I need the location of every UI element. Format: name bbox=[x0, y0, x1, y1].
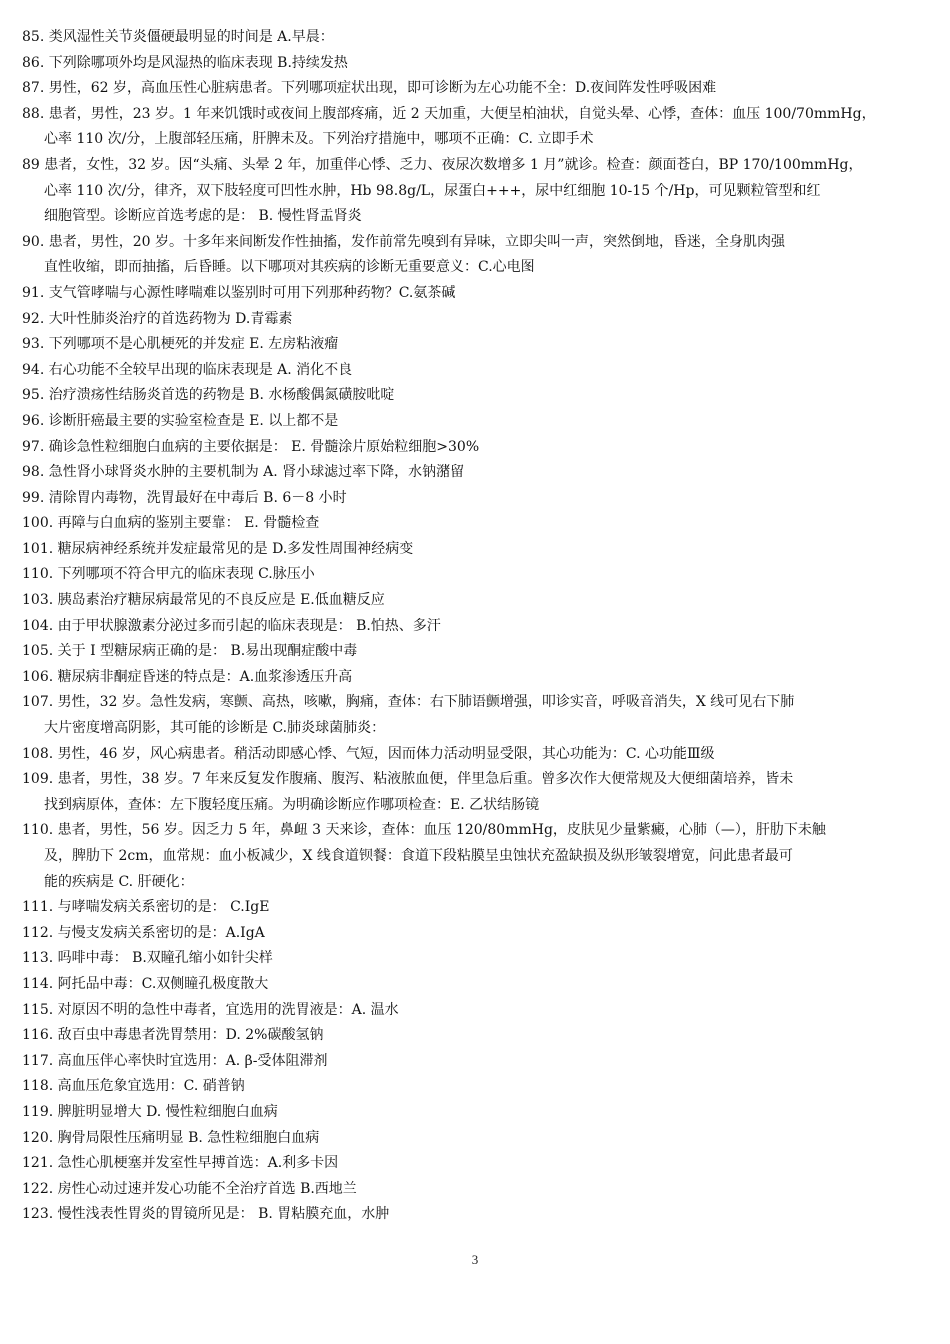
question-item bbox=[22, 460, 928, 486]
question-item bbox=[22, 76, 928, 102]
question-item bbox=[22, 665, 928, 691]
question-text-continued: 及，脾肋下 2cm，血常规：血小板减少，X 线食道钡餐：食道下段粘膜呈虫蚀状充盈缺损及纵形皱裂增宽，问此患者最可 bbox=[44, 848, 793, 864]
question-text: 113. 吗啡中毒： B.双瞳孔缩小如针尖样 bbox=[22, 950, 273, 967]
question-item bbox=[22, 742, 928, 768]
question-item bbox=[22, 1177, 928, 1203]
question-text: 106. 糖尿病非酮症昏迷的特点是：A.血浆渗透压升高 bbox=[22, 668, 353, 685]
question-text: 120. 胸骨局限性压痛明显 B. 急性粒细胞白血病 bbox=[22, 1129, 320, 1146]
question-text: 121. 急性心肌梗塞并发室性早搏首选：A.利多卡因 bbox=[22, 1155, 339, 1172]
question-list bbox=[22, 25, 928, 1228]
question-text: 91. 支气管哮喘与心源性哮喘难以鉴别时可用下列那种药物？C.氨茶碱 bbox=[22, 284, 456, 301]
question-text: 89 患者，女性，32 岁。因“头痛、头晕 2 年，加重伴心悸、乏力、夜尿次数增多 1 月”就诊。检查：颜面苍白，BP 170/100mmHg， bbox=[22, 156, 863, 173]
question-item bbox=[22, 1151, 928, 1177]
question-item bbox=[22, 690, 928, 741]
question-item bbox=[22, 1202, 928, 1228]
question-text: 86. 下列除哪项外均是风湿热的临床表现 B.持续发热 bbox=[22, 54, 348, 71]
question-text: 116. 敌百虫中毒患者洗胃禁用：D. 2%碳酸氢钠 bbox=[22, 1027, 324, 1044]
question-text: 94. 右心功能不全较早出现的临床表现是 A. 消化不良 bbox=[22, 361, 353, 378]
question-text-continued: 大片密度增高阴影，其可能的诊断是 C.肺炎球菌肺炎： bbox=[44, 720, 386, 737]
question-text: 100. 再障与白血病的鉴别主要靠： E. 骨髓检查 bbox=[22, 515, 320, 532]
question-text: 110. 下列哪项不符合甲亢的临床表现 C.脉压小 bbox=[22, 566, 315, 583]
question-text: 93. 下列哪项不是心肌梗死的并发症 E. 左房粘液瘤 bbox=[22, 336, 339, 353]
question-item bbox=[22, 1126, 928, 1152]
question-text: 85. 类风湿性关节炎僵硬最明显的时间是 A.早晨： bbox=[22, 29, 334, 45]
question-text-continued: 心率 110 次/分，上腹部轻压痛，肝脾未及。下列治疗措施中，哪项不正确：C. 立即手术 bbox=[44, 131, 594, 148]
question-item bbox=[22, 895, 928, 921]
page-number: 3 bbox=[471, 1252, 479, 1267]
question-text: 98. 急性肾小球肾炎水肿的主要机制为 A. 肾小球滤过率下降，水钠潴留 bbox=[22, 464, 465, 481]
question-text-continued: 心率 110 次/分，律齐，双下肢轻度可凹性水肿，Hb 98.8g/L，尿蛋白+++，尿中红细胞 10-15 个/Hp，可见颗粒管型和红 bbox=[44, 182, 821, 199]
question-text: 107. 男性，32 岁。急性发病，寒颤、高热，咳嗽，胸痛，查体：右下肺语颤增强，叩诊实音，呼吸音消失，X 线可见右下肺 bbox=[22, 694, 795, 711]
question-item bbox=[22, 998, 928, 1024]
question-item bbox=[22, 153, 928, 230]
question-text-continued: 找到病原体，查体：左下腹轻度压痛。为明确诊断应作哪项检查：E. 乙状结肠镜 bbox=[44, 796, 540, 813]
question-item bbox=[22, 537, 928, 563]
question-item bbox=[22, 614, 928, 640]
question-text: 90. 患者，男性，20 岁。十多年来间断发作性抽搐，发作前常先嗅到有异味，立即尖叫一声，突然倒地，昏迷，全身肌肉强 bbox=[22, 233, 785, 250]
question-item bbox=[22, 307, 928, 333]
question-text: 88. 患者，男性，23 岁。1 年来饥饿时或夜间上腹部疼痛，近 2 天加重，大便呈柏油状，自觉头晕、心悸，查体：血压 100/70mmHg， bbox=[22, 105, 876, 122]
question-item bbox=[22, 486, 928, 512]
question-item bbox=[22, 562, 928, 588]
question-text: 115. 对原因不明的急性中毒者，宜选用的洗胃液是：A. 温水 bbox=[22, 1001, 399, 1018]
question-text: 101. 糖尿病神经系统并发症最常见的是 D.多发性周围神经病变 bbox=[22, 540, 414, 557]
question-item bbox=[22, 435, 928, 461]
question-text: 110. 患者，男性，56 岁。因乏力 5 年，鼻衄 3 天来诊，查体：血压 120/80mmHg，皮肤见少量紫癜，心肺（—），肝肋下未触 bbox=[22, 822, 826, 839]
question-text: 123. 慢性浅表性胃炎的胃镜所见是： B. 胃粘膜充血，水肿 bbox=[22, 1206, 390, 1223]
question-item bbox=[22, 1074, 928, 1100]
question-text: 111. 与哮喘发病关系密切的是： C.IgE bbox=[22, 899, 270, 916]
question-text: 118. 高血压危象宜选用：C. 硝普钠 bbox=[22, 1078, 245, 1095]
question-item bbox=[22, 25, 928, 51]
question-item bbox=[22, 639, 928, 665]
question-text: 97. 确诊急性粒细胞白血病的主要依据是： E. 骨髓涂片原始粒细胞>30% bbox=[22, 438, 480, 455]
question-text: 112. 与慢支发病关系密切的是：A.IgA bbox=[22, 924, 265, 941]
question-text-continued: 直性收缩，即而抽搐，后昏睡。以下哪项对其疾病的诊断无重要意义：C.心电图 bbox=[44, 259, 535, 276]
question-item bbox=[22, 972, 928, 998]
question-item bbox=[22, 588, 928, 614]
question-text: 95. 治疗溃疡性结肠炎首选的药物是 B. 水杨酸偶氮磺胺吡啶 bbox=[22, 387, 395, 404]
question-text: 99. 清除胃内毒物，洗胃最好在中毒后 B. 6－8 小时 bbox=[22, 489, 347, 506]
question-text: 114. 阿托品中毒：C.双侧瞳孔极度散大 bbox=[22, 975, 269, 992]
question-text-continued: 细胞管型。诊断应首选考虑的是： B. 慢性肾盂肾炎 bbox=[44, 208, 362, 225]
question-item bbox=[22, 383, 928, 409]
question-text: 108. 男性，46 岁，风心病患者。稍活动即感心悸、气短，因而体力活动明显受限，其心功能为：C. 心功能Ⅲ级 bbox=[22, 745, 715, 762]
question-text: 92. 大叶性肺炎治疗的首选药物为 D.青霉素 bbox=[22, 310, 293, 327]
question-item bbox=[22, 818, 928, 895]
question-text: 103. 胰岛素治疗糖尿病最常见的不良反应是 E.低血糖反应 bbox=[22, 592, 385, 609]
question-text-continued: 能的疾病是 C. 肝硬化： bbox=[44, 873, 194, 890]
question-item bbox=[22, 102, 928, 153]
question-item bbox=[22, 767, 928, 818]
question-item bbox=[22, 511, 928, 537]
question-item bbox=[22, 332, 928, 358]
question-text: 109. 患者，男性，38 岁。7 年来反复发作腹痛、腹泻、粘液脓血便，伴里急后重。曾多次作大便常规及大便细菌培养，皆未 bbox=[22, 771, 794, 788]
question-text: 119. 脾脏明显增大 D. 慢性粒细胞白血病 bbox=[22, 1103, 278, 1120]
question-item bbox=[22, 230, 928, 281]
question-item bbox=[22, 1100, 928, 1126]
question-text: 96. 诊断肝癌最主要的实验室检查是 E. 以上都不是 bbox=[22, 412, 339, 429]
question-text: 117. 高血压伴心率快时宜选用：A. β-受体阻滞剂 bbox=[22, 1052, 328, 1069]
question-item bbox=[22, 409, 928, 435]
question-item bbox=[22, 946, 928, 972]
question-item bbox=[22, 921, 928, 947]
question-text: 105. 关于 I 型糖尿病正确的是： B.易出现酮症酸中毒 bbox=[22, 643, 358, 660]
question-item bbox=[22, 51, 928, 77]
question-item bbox=[22, 1049, 928, 1075]
question-item bbox=[22, 358, 928, 384]
question-item bbox=[22, 1023, 928, 1049]
question-text: 87. 男性，62 岁，高血压性心脏病患者。下列哪项症状出现，即可诊断为左心功能不全：D.夜间阵发性呼吸困难 bbox=[22, 80, 717, 97]
question-item bbox=[22, 281, 928, 307]
question-text: 104. 由于甲状腺激素分泌过多而引起的临床表现是： B.怕热、多汗 bbox=[22, 617, 441, 634]
question-text: 122. 房性心动过速并发心功能不全治疗首选 B.西地兰 bbox=[22, 1180, 357, 1197]
